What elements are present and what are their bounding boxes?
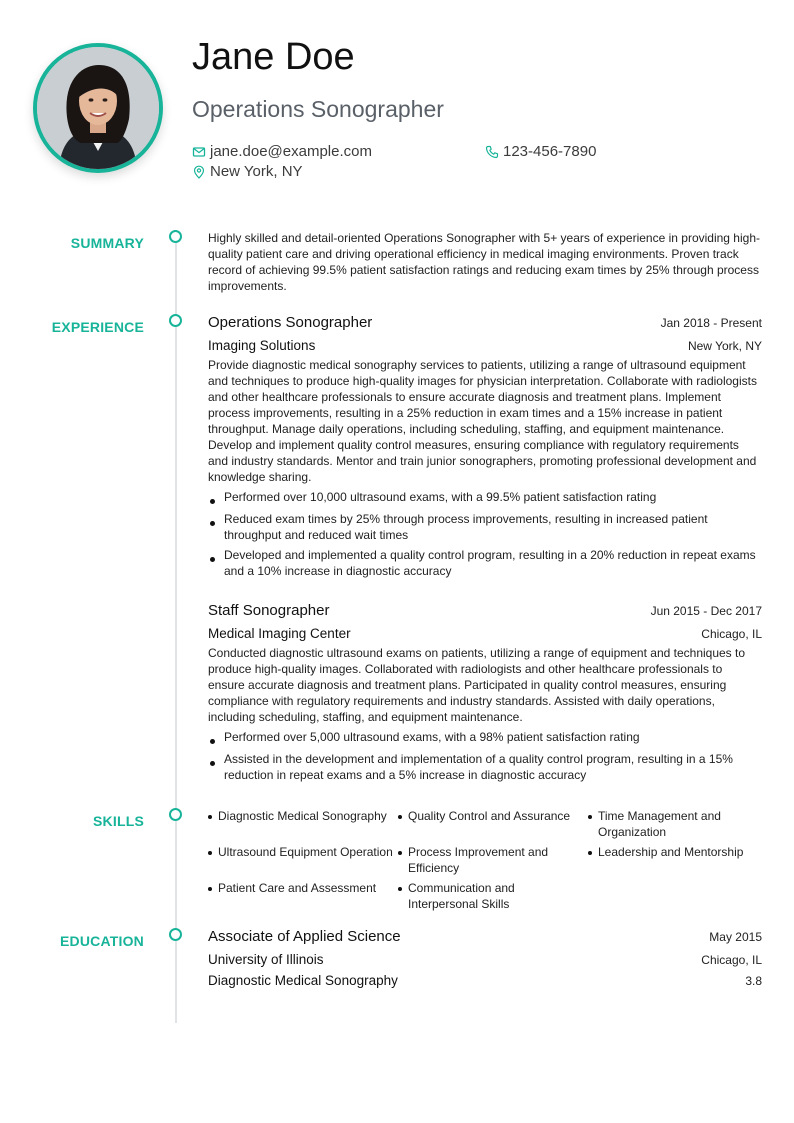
education-timeline-dot [169, 928, 182, 941]
email-text: jane.doe@example.com [210, 143, 372, 160]
skill-item: Process Improvement and Efficiency [398, 844, 588, 876]
school-row [208, 952, 762, 967]
graduation-date: May 2015 [709, 930, 762, 944]
profile-photo [33, 43, 163, 173]
summary-text: Highly skilled and detail-oriented Operations Sonographer with 5+ years of experience in providing high-quality patient care and driving operational efficiency in medical imaging environments. Proven track record of achieving 99.5% patient satisfaction ratings and reducing exam times by 25% through process improvements. [208, 231, 760, 293]
job-achievements [208, 729, 762, 783]
education-heading: EDUCATION [60, 933, 144, 949]
experience-heading: EXPERIENCE [51, 319, 144, 335]
skill-item: Communication and Interpersonal Skills [398, 880, 588, 912]
achievement-item: Performed over 5,000 ultrasound exams, with a 98% patient satisfaction rating [208, 729, 762, 745]
job-achievements [208, 489, 762, 579]
degree-row [208, 928, 762, 945]
skills-section [208, 808, 762, 912]
phone-icon [485, 145, 499, 159]
summary-heading: SUMMARY [70, 235, 144, 251]
job-location: New York, NY [687, 339, 762, 353]
achievement-item: Reduced exam times by 25% through process improvements, resulting in increased patient throughput and reduced wait times [208, 511, 762, 543]
job-dates: Jun 2015 - Dec 2017 [650, 604, 762, 618]
achievement-item: Performed over 10,000 ultrasound exams, with a 99.5% patient satisfaction rating [208, 489, 762, 505]
skill-item: Time Management and Organization [588, 808, 762, 840]
school-name: University of Illinois [208, 952, 324, 967]
contact-phone[interactable] [485, 143, 596, 160]
job-header [208, 314, 762, 331]
mail-icon [192, 145, 206, 159]
skill-item: Quality Control and Assurance [398, 808, 588, 840]
skill-item: Leadership and Mentorship [588, 844, 762, 876]
location-pin-icon [192, 165, 206, 179]
job-description: Conducted diagnostic ultrasound exams on patients, utilizing a range of equipment and techniques to produce high-quality images. Collaborated with radiologists and other healthcare professionals to ensure accurate diagnosis and treatment plans. Participated in quality control measures, ensuring compliance with regulatory requirements and industry standards. Assisted with daily operations, including scheduling, staffing, and equipment maintenance. [208, 646, 746, 724]
gpa: 3.8 [745, 974, 762, 988]
job-company-row [208, 338, 762, 353]
job-dates: Jan 2018 - Present [660, 316, 762, 330]
experience-job-1 [208, 314, 762, 579]
education-section [208, 928, 762, 988]
summary-timeline-dot [169, 230, 182, 243]
portrait-illustration [37, 47, 159, 169]
job-company: Medical Imaging Center [208, 626, 351, 641]
job-description: Provide diagnostic medical sonography services to patients, utilizing a range of ultrasound equipment and techniques to produce high-quality images for physician interpretation. Collaborate with radiologists and other healthcare professionals to ensure accurate diagnosis and treatment plans. Implement process improvements, resulting in a 25% reduction in exam times and a 15% increase in patient throughput. Manage daily operations, including scheduling, staffing, and equipment maintenance. Develop and implement quality control measures, ensuring compliance with regulatory requirements and industry standards. Mentor and train junior sonographers, promoting professional development and knowledge sharing. [208, 358, 757, 484]
degree: Associate of Applied Science [208, 928, 401, 945]
experience-timeline-dot [169, 314, 182, 327]
job-company: Imaging Solutions [208, 338, 316, 353]
school-location: Chicago, IL [701, 953, 762, 967]
skills-grid [208, 808, 762, 912]
contact-location [192, 163, 303, 180]
skills-heading: SKILLS [93, 813, 144, 829]
field-of-study: Diagnostic Medical Sonography [208, 973, 398, 988]
contact-email[interactable] [192, 143, 372, 160]
achievement-item: Developed and implemented a quality control program, resulting in a 20% reduction in repeat exams and a 10% increase in diagnostic accuracy [208, 547, 762, 579]
skill-item: Patient Care and Assessment [208, 880, 398, 912]
job-header [208, 602, 762, 619]
candidate-role: Operations Sonographer [192, 96, 444, 122]
field-row [208, 973, 762, 988]
skill-item: Diagnostic Medical Sonography [208, 808, 398, 840]
achievement-item: Assisted in the development and implementation of a quality control program, resulting in a 15% reduction in repeat exams and a 5% increase in diagnostic accuracy [208, 751, 762, 783]
job-title: Staff Sonographer [208, 602, 330, 619]
phone-text: 123-456-7890 [503, 143, 597, 160]
location-text: New York, NY [210, 163, 303, 180]
timeline-line [175, 236, 177, 1023]
candidate-name: Jane Doe [192, 36, 355, 78]
summary-section [208, 230, 762, 294]
job-company-row [208, 626, 762, 641]
skill-item: Ultrasound Equipment Operation [208, 844, 398, 876]
experience-job-2 [208, 602, 762, 783]
skills-timeline-dot [169, 808, 182, 821]
job-title: Operations Sonographer [208, 314, 373, 331]
job-location: Chicago, IL [701, 627, 762, 641]
